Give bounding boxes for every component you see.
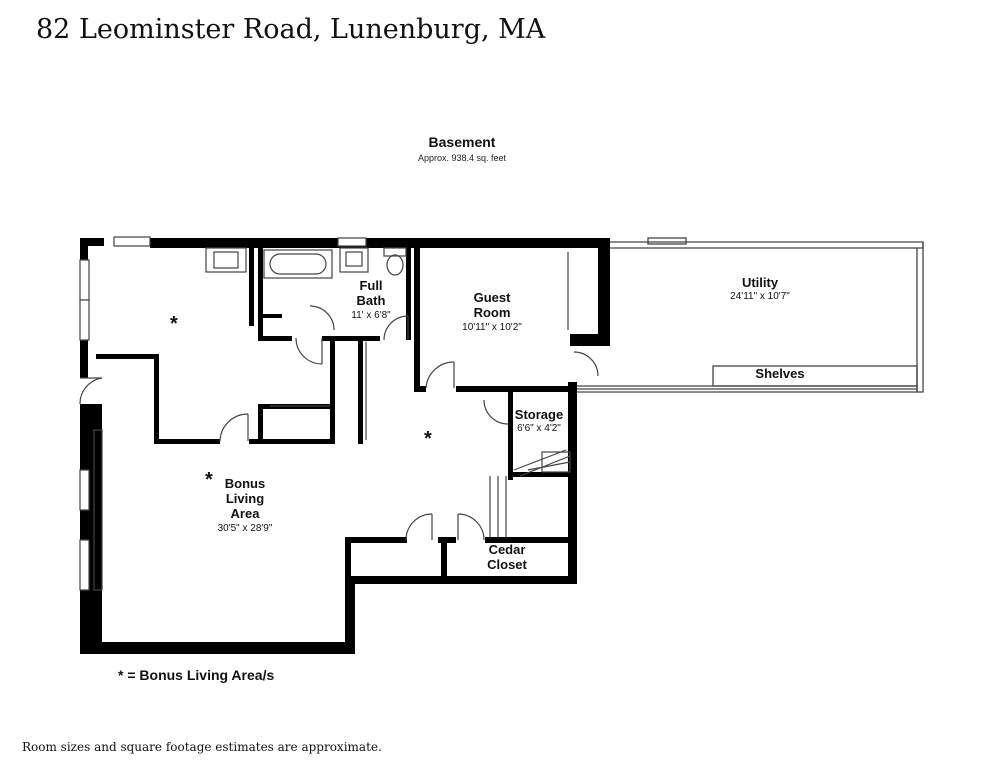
legend: * = Bonus Living Area/s (118, 667, 275, 683)
bonus-living-name-3: Area (230, 506, 260, 521)
floor-name: Basement (428, 134, 496, 150)
bonus-living-name-1: Bonus (224, 476, 266, 491)
cedar-closet-name-2: Closet (487, 557, 527, 572)
stairs (490, 450, 570, 537)
cedar-closet-name-1: Cedar (488, 542, 526, 557)
utility-name: Utility (741, 275, 779, 290)
floor-area: Approx. 938.4 sq. feet (417, 153, 507, 163)
bonus-marker: * (205, 469, 213, 491)
bonus-marker: * (170, 313, 178, 335)
utility-room-outline (573, 238, 923, 392)
exterior-walls (80, 238, 610, 654)
guest-room-name-1: Guest (473, 290, 511, 305)
guest-room-dims: 10'11" x 10'2" (462, 322, 522, 333)
full-bath-name-2: Bath (356, 293, 386, 308)
full-bath-dims: 11' x 6'8" (351, 310, 391, 321)
guest-room-name-2: Room (473, 305, 511, 320)
storage-dims: 6'6" x 4'2" (517, 423, 561, 434)
bonus-living-dims: 30'5" x 28'9" (217, 523, 273, 534)
bath-fixtures (206, 248, 406, 278)
utility-dims: 24'11" x 10'7" (730, 291, 790, 302)
storage-name: Storage (514, 407, 564, 422)
bonus-living-name-2: Living (225, 491, 265, 506)
shelves-label: Shelves (755, 366, 805, 381)
page-title: 82 Leominster Road, Lunenburg, MA (36, 14, 546, 45)
bonus-marker: * (424, 428, 432, 450)
full-bath-name-1: Full (359, 278, 383, 293)
windows (80, 237, 366, 590)
disclaimer: Room sizes and square footage estimates are approximate. (22, 740, 382, 754)
